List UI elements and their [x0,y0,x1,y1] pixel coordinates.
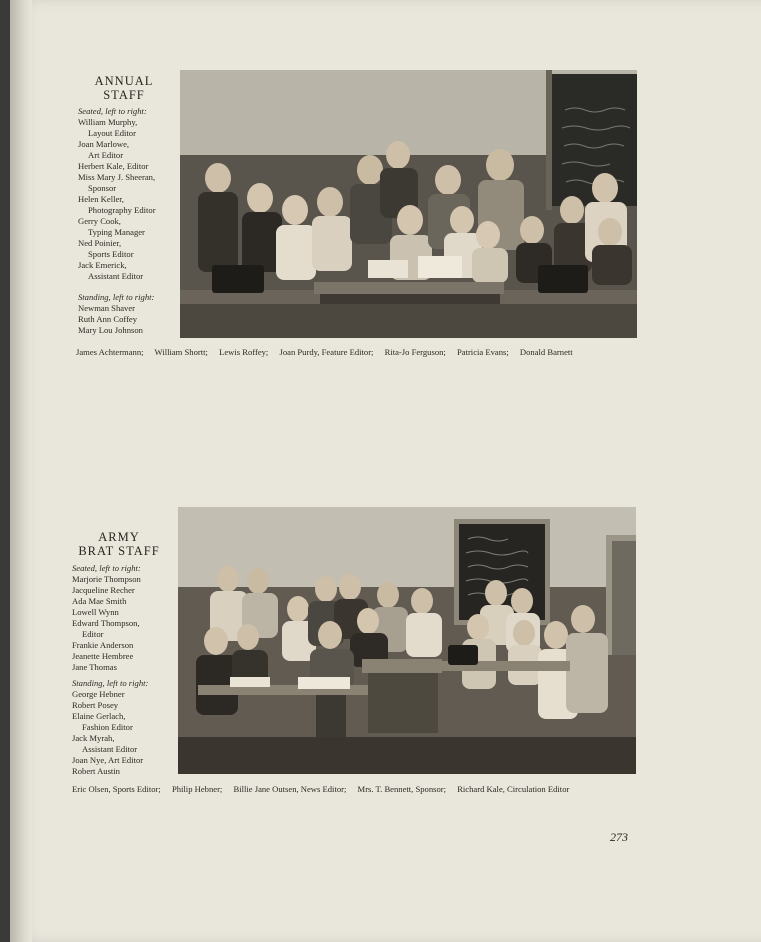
army-standing-line [72,784,578,794]
army-standing-line-name: Mrs. T. Bennett, Sponsor; [357,784,447,794]
annual-standing-name: Mary Lou Johnson [78,325,143,335]
annual-seated-name: Ned Poinier, [78,238,122,248]
army-seated-name: Edward Thompson, [72,618,140,628]
annual-seated-role: Sponsor [88,183,117,193]
annual-standing-line [76,347,582,357]
army-brat-staff-photo [178,507,636,774]
army-standing-line-name: Eric Olsen, Sports Editor; [72,784,161,794]
army-standing-heading: Standing, left to right: [72,678,149,688]
annual-seated-name: Gerry Cook, [78,216,121,226]
army-standing-name: Robert Posey [72,700,119,710]
army-seated-name: Jacqueline Recher [72,585,135,595]
annual-seated-role: Photography Editor [88,205,156,215]
annual-standing-name: Ruth Ann Coffey [78,314,138,324]
army-standing-name: Joan Nye, Art Editor [72,755,144,765]
army-standing-role: Assistant Editor [82,744,138,754]
army-title-line1: ARMY [98,530,140,544]
annual-seated-role: Typing Manager [88,227,145,237]
page-binding [10,0,32,942]
annual-standing-line-name: James Achtermann; [76,347,144,357]
army-staff-title [70,530,168,558]
army-standing-line-name: Richard Kale, Circulation Editor [457,784,570,794]
annual-seated-name: William Murphy, [78,117,138,127]
army-seated-name: Marjorie Thompson [72,574,141,584]
annual-seated-role: Assistant Editor [88,271,144,281]
annual-standing-line-name: Rita-Jo Ferguson; [384,347,446,357]
army-standing-name: Robert Austin [72,766,120,776]
army-seated-name: Ada Mae Smith [72,596,127,606]
annual-seated-name: Joan Marlowe, [78,139,130,149]
army-standing-name: Elaine Gerlach, [72,711,126,721]
army-standing-name: George Hebner [72,689,125,699]
army-standing-line-name: Philip Hebner; [171,784,223,794]
annual-staff-title [78,74,170,102]
annual-seated-name: Jack Emerick, [78,260,127,270]
annual-standing-name: Newman Shaver [78,303,136,313]
army-standing-name: Jack Myrah, [72,733,115,743]
annual-standing-line-name: William Shortt; [154,347,208,357]
annual-seated-role: Layout Editor [88,128,136,138]
annual-standing-heading: Standing, left to right: [78,292,155,302]
annual-seated-name: Helen Keller, [78,194,124,204]
annual-caption [78,106,178,336]
annual-seated-name: Herbert Kale, Editor [78,161,149,171]
annual-seated-name: Miss Mary J. Sheeran, [78,172,156,182]
annual-standing-line-name: Joan Purdy, Feature Editor; [279,347,374,357]
annual-standing-line-name: Lewis Roffey; [219,347,269,357]
annual-title-line2: STAFF [103,88,145,102]
annual-staff-photo [180,70,637,338]
army-seated-heading: Seated, left to right: [72,563,141,573]
army-seated-name: Frankie Anderson [72,640,134,650]
army-seated-name: Jeanette Hembree [72,651,134,661]
annual-standing-line-name: Donald Barnett [519,347,573,357]
army-seated-name: Jane Thomas [72,662,117,672]
annual-seated-role: Sports Editor [88,249,134,259]
army-standing-role: Fashion Editor [82,722,133,732]
army-title-line2: BRAT STAFF [78,544,160,558]
annual-seated-role: Art Editor [88,150,124,160]
page-number: 273 [610,830,628,844]
army-standing-line-name: Billie Jane Outsen, News Editor; [233,784,347,794]
annual-seated-heading: Seated, left to right: [78,106,147,116]
annual-title-line1: ANNUAL [94,74,154,88]
army-seated-name: Lowell Wynn [72,607,119,617]
army-caption [72,563,176,777]
army-seated-role: Editor [82,629,104,639]
annual-standing-line-name: Patricia Evans; [456,347,509,357]
